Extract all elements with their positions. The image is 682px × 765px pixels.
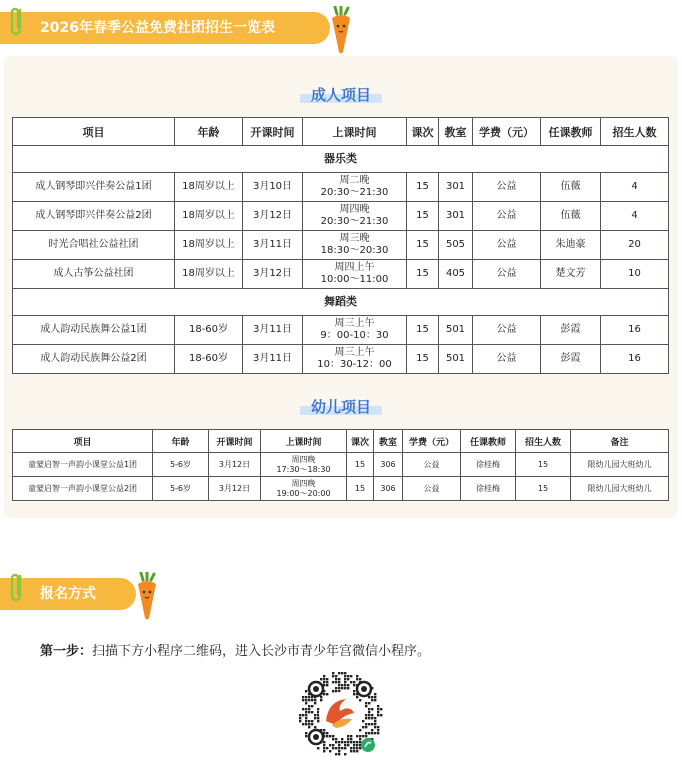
- column-header-classroom: 教室: [374, 430, 403, 453]
- cell-sessions: 15: [407, 202, 439, 231]
- column-header-class-time: 上课时间: [303, 118, 407, 146]
- cell-age: 18周岁以上: [175, 260, 243, 289]
- cell-quota: 4: [601, 173, 669, 202]
- cell-sessions: 15: [347, 477, 374, 501]
- cell-project: 成人韵动民族舞公益1团: [13, 316, 175, 345]
- cell-classroom: 501: [439, 345, 473, 374]
- cell-quota: 16: [601, 345, 669, 374]
- cell-project: 成人韵动民族舞公益2团: [13, 345, 175, 374]
- cell-teacher: 伍薇: [541, 173, 601, 202]
- cell-sessions: 15: [407, 345, 439, 374]
- cell-teacher: 伍薇: [541, 202, 601, 231]
- cell-sessions: 15: [407, 173, 439, 202]
- cell-age: 18-60岁: [175, 345, 243, 374]
- cell-class-time: 周三上午 9：00-10：30: [303, 316, 407, 345]
- cell-classroom: 301: [439, 173, 473, 202]
- cell-classroom: 405: [439, 260, 473, 289]
- step-label: 第一步：: [40, 644, 93, 659]
- cell-sessions: 15: [407, 260, 439, 289]
- cell-age: 18周岁以上: [175, 173, 243, 202]
- carrot-icon: [134, 572, 160, 622]
- cell-start-date: 3月11日: [243, 316, 303, 345]
- cell-age: 18-60岁: [175, 316, 243, 345]
- cell-project: 成人钢琴即兴伴奏公益2团: [13, 202, 175, 231]
- cell-class-time: 周四晚 20:30～21:30: [303, 202, 407, 231]
- cell-tuition: 公益: [473, 260, 541, 289]
- cell-project: 童蒙启智一声韵小课堂公益1团: [13, 453, 153, 477]
- cell-classroom: 501: [439, 316, 473, 345]
- column-header-teacher: 任课教师: [541, 118, 601, 146]
- adult-section-title: 成人项目: [306, 84, 376, 105]
- cell-start-date: 3月11日: [243, 231, 303, 260]
- paperclip-icon: [8, 570, 26, 604]
- paperclip-icon: [8, 4, 26, 38]
- mini-program-qr-code[interactable]: [292, 665, 388, 761]
- cell-class-time: 周四上午 10:00～11:00: [303, 260, 407, 289]
- cell-start-date: 3月12日: [209, 453, 261, 477]
- cell-quota: 20: [601, 231, 669, 260]
- cell-quota: 15: [516, 477, 571, 501]
- column-header-quota: 招生人数: [601, 118, 669, 146]
- column-header-sessions: 课次: [407, 118, 439, 146]
- cell-class-time: 周三上午 10：30-12：00: [303, 345, 407, 374]
- column-header-note: 备注: [571, 430, 669, 453]
- cell-teacher: 彭霞: [541, 316, 601, 345]
- cell-teacher: 徐桂梅: [461, 453, 516, 477]
- banner-title: 2026年春季公益免费社团招生一览表: [40, 20, 275, 36]
- column-header-teacher: 任课教师: [461, 430, 516, 453]
- step-one-text: [40, 640, 430, 659]
- category-label: 器乐类: [13, 146, 669, 173]
- cell-teacher: 彭霞: [541, 345, 601, 374]
- banner-title: 报名方式: [40, 586, 96, 602]
- table-row: [13, 173, 669, 202]
- column-header-start-date: 开课时间: [243, 118, 303, 146]
- table-header-row: [13, 430, 669, 453]
- cell-note: 限幼儿园大班幼儿: [571, 477, 669, 501]
- cell-start-date: 3月12日: [243, 260, 303, 289]
- table-row: [13, 316, 669, 345]
- cell-teacher: 徐桂梅: [461, 477, 516, 501]
- column-header-start-date: 开课时间: [209, 430, 261, 453]
- column-header-sessions: 课次: [347, 430, 374, 453]
- cell-class-time: 周四晚 19:00～20:00: [261, 477, 347, 501]
- table-row: [13, 202, 669, 231]
- column-header-project: 项目: [13, 430, 153, 453]
- cell-classroom: 306: [374, 453, 403, 477]
- cell-tuition: 公益: [473, 345, 541, 374]
- column-header-tuition: 学费（元）: [403, 430, 461, 453]
- cell-start-date: 3月10日: [243, 173, 303, 202]
- cell-tuition: 公益: [403, 477, 461, 501]
- category-row: [13, 289, 669, 316]
- cell-class-time: 周二晚 20:30～21:30: [303, 173, 407, 202]
- cell-start-date: 3月11日: [243, 345, 303, 374]
- cell-class-time: 周三晚 18:30～20:30: [303, 231, 407, 260]
- header-banner: [0, 12, 330, 44]
- cell-classroom: 505: [439, 231, 473, 260]
- cell-quota: 10: [601, 260, 669, 289]
- cell-age: 18周岁以上: [175, 231, 243, 260]
- cell-note: 限幼儿园大班幼儿: [571, 453, 669, 477]
- table-row: [13, 453, 669, 477]
- column-header-quota: 招生人数: [516, 430, 571, 453]
- cell-start-date: 3月12日: [209, 477, 261, 501]
- cell-tuition: 公益: [473, 316, 541, 345]
- cell-sessions: 15: [347, 453, 374, 477]
- cell-sessions: 15: [407, 316, 439, 345]
- cell-project: 成人钢琴即兴伴奏公益1团: [13, 173, 175, 202]
- cell-start-date: 3月12日: [243, 202, 303, 231]
- table-row: [13, 477, 669, 501]
- adult-table: [12, 117, 669, 374]
- cell-classroom: 301: [439, 202, 473, 231]
- column-header-project: 项目: [13, 118, 175, 146]
- cell-tuition: 公益: [403, 453, 461, 477]
- table-row: [13, 345, 669, 374]
- column-header-classroom: 教室: [439, 118, 473, 146]
- cell-tuition: 公益: [473, 202, 541, 231]
- category-label: 舞蹈类: [13, 289, 669, 316]
- cell-age: 5-6岁: [153, 453, 209, 477]
- cell-quota: 15: [516, 453, 571, 477]
- cell-age: 5-6岁: [153, 477, 209, 501]
- cell-teacher: 楚文芳: [541, 260, 601, 289]
- cell-teacher: 朱迪豪: [541, 231, 601, 260]
- column-header-tuition: 学费（元）: [473, 118, 541, 146]
- cell-project: 成人古筝公益社团: [13, 260, 175, 289]
- cell-sessions: 15: [407, 231, 439, 260]
- carrot-icon: [328, 6, 354, 56]
- column-header-age: 年龄: [153, 430, 209, 453]
- cell-quota: 16: [601, 316, 669, 345]
- table-header-row: [13, 118, 669, 146]
- cell-classroom: 306: [374, 477, 403, 501]
- cell-class-time: 周四晚 17:30～18:30: [261, 453, 347, 477]
- child-table: [12, 429, 669, 501]
- cell-age: 18周岁以上: [175, 202, 243, 231]
- cell-project: 时光合唱社公益社团: [13, 231, 175, 260]
- child-section-title: 幼儿项目: [306, 396, 376, 417]
- cell-tuition: 公益: [473, 173, 541, 202]
- category-row: [13, 146, 669, 173]
- column-header-age: 年龄: [175, 118, 243, 146]
- cell-project: 童蒙启智一声韵小课堂公益2团: [13, 477, 153, 501]
- step-description: 扫描下方小程序二维码，进入长沙市青少年宫微信小程序。: [92, 644, 431, 659]
- column-header-class-time: 上课时间: [261, 430, 347, 453]
- cell-quota: 4: [601, 202, 669, 231]
- cell-tuition: 公益: [473, 231, 541, 260]
- table-row: [13, 260, 669, 289]
- table-row: [13, 231, 669, 260]
